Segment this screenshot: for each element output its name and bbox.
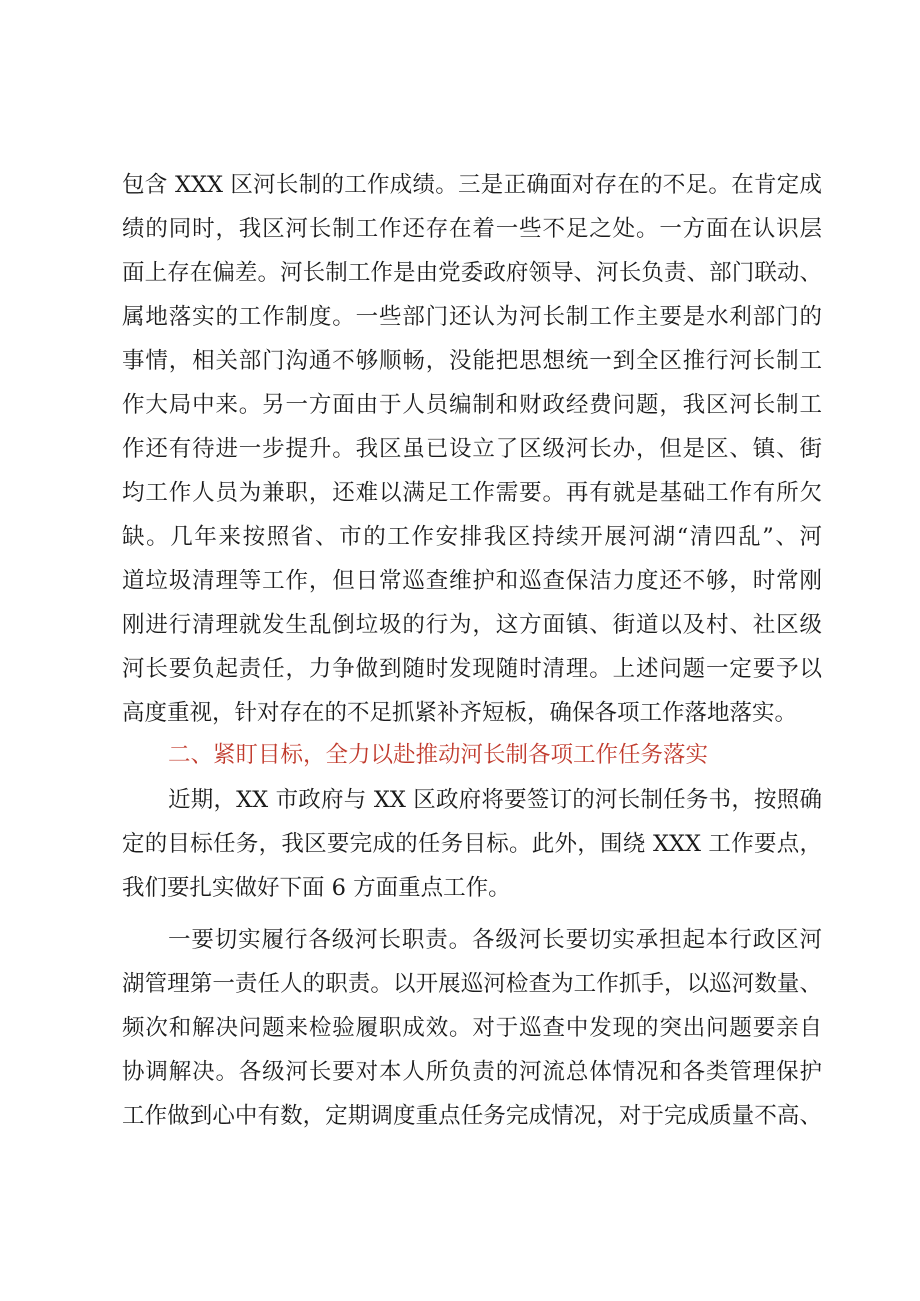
paragraph-1-line-2: 绩的同时，我区河长制工作还存在着一些不足之处。一方面在认识层 (122, 216, 822, 242)
paragraph-1-line-6: 作大局中来。另一方面由于人员编制和财政经费问题，我区河长制工 (122, 392, 822, 418)
paragraph-1-line-7: 作还有待进一步提升。我区虽已设立了区级河长办，但是区、镇、街 (122, 436, 822, 462)
paragraph-2-line-1: 近期，XX 市政府与 XX 区政府将要签订的河长制任务书，按照确 (168, 787, 822, 813)
section-heading: 二、紧盯目标，全力以赴推动河长制各项工作任务落实 (168, 742, 709, 768)
paragraph-1-line-5: 事情，相关部门沟通不够顺畅，没能把思想统一到全区推行河长制工 (122, 348, 822, 374)
paragraph-1-line-4: 属地落实的工作制度。一些部门还认为河长制工作主要是水利部门的 (122, 304, 822, 330)
paragraph-1-line-9: 缺。几年来按照省、市的工作安排我区持续开展河湖“清四乱”、河 (122, 524, 822, 550)
paragraph-3-line-3: 频次和解决问题来检验履职成效。对于巡查中发现的突出问题要亲自 (122, 1015, 822, 1041)
paragraph-3-line-4: 协调解决。各级河长要对本人所负责的河流总体情况和各类管理保护 (122, 1059, 822, 1085)
paragraph-3-line-5: 工作做到心中有数，定期调度重点任务完成情况，对于完成质量不高、 (122, 1103, 822, 1129)
paragraph-1-line-12: 河长要负起责任，力争做到随时发现随时清理。上述问题一定要予以 (122, 656, 822, 682)
paragraph-1-line-1: 包含 XXX 区河长制的工作成绩。三是正确面对存在的不足。在肯定成 (122, 172, 822, 198)
paragraph-3-line-1: 一要切实履行各级河长职责。各级河长要切实承担起本行政区河 (168, 927, 822, 953)
paragraph-3-line-2: 湖管理第一责任人的职责。以开展巡河检查为工作抓手，以巡河数量、 (122, 971, 822, 997)
paragraph-1-line-3: 面上存在偏差。河长制工作是由党委政府领导、河长负责、部门联动、 (122, 260, 822, 286)
paragraph-2-line-3: 我们要扎实做好下面 6 方面重点工作。 (122, 875, 511, 901)
paragraph-1-line-10: 道垃圾清理等工作，但日常巡查维护和巡查保洁力度还不够，时常刚 (122, 568, 822, 594)
paragraph-1-line-8: 均工作人员为兼职，还难以满足工作需要。再有就是基础工作有所欠 (122, 480, 822, 506)
paragraph-2-line-2: 定的目标任务，我区要完成的任务目标。此外，围绕 XXX 工作要点， (122, 831, 822, 857)
paragraph-1-line-11: 刚进行清理就发生乱倒垃圾的行为，这方面镇、街道以及村、社区级 (122, 612, 822, 638)
paragraph-1-line-13: 高度重视，针对存在的不足抓紧补齐短板，确保各项工作落地落实。 (122, 700, 798, 726)
